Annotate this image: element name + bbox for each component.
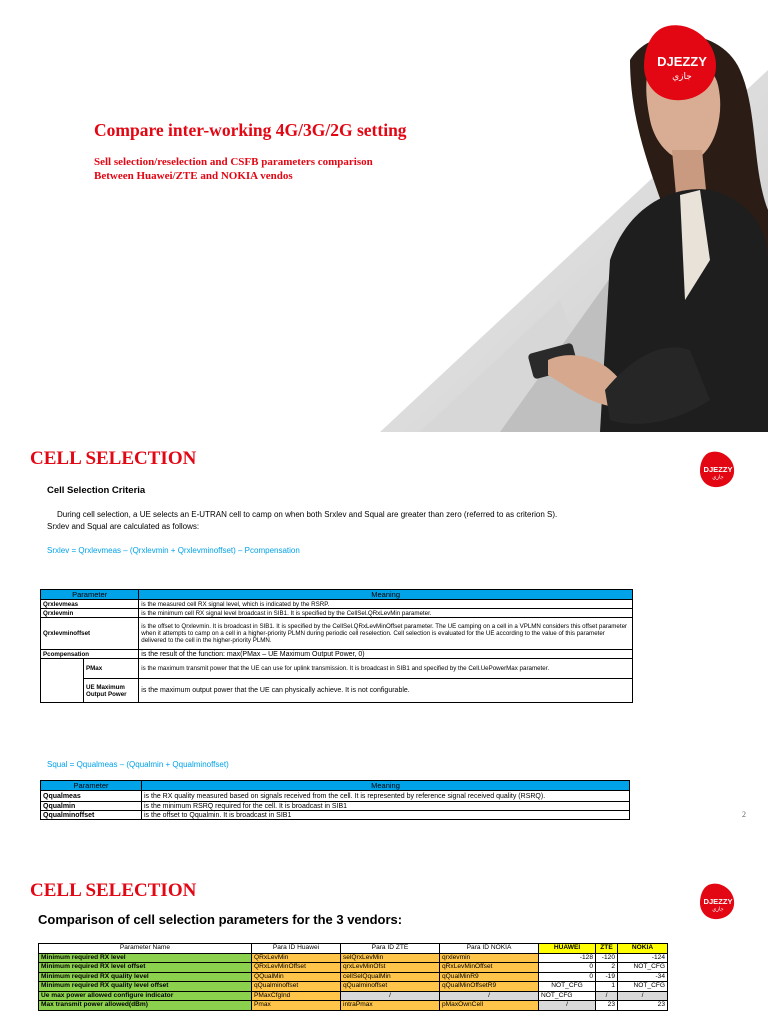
criteria-heading: Cell Selection Criteria <box>47 485 146 496</box>
presentation-subtitle <box>94 155 373 183</box>
huawei-id-cell: QRxLevMinOffset <box>252 963 341 973</box>
parameter-name-cell: Minimum required RX level <box>39 953 252 963</box>
header-zte-value: ZTE <box>596 944 618 954</box>
param-cell: Qqualmeas <box>41 791 142 802</box>
huawei-id-cell: Pmax <box>252 1001 341 1011</box>
nokia-id-cell: qQualMinOffsetR9 <box>440 982 539 992</box>
meaning-cell: is the offset to Qqualmin. It is broadcast in SIB1 <box>142 811 630 820</box>
nokia-value-cell: NOT_CFG <box>618 963 668 973</box>
zte-id-cell: cellSelQqualMin <box>341 972 440 982</box>
table-row <box>39 991 668 1001</box>
table-row <box>41 650 633 659</box>
header-nokia-id: Para ID NOKIA <box>440 944 539 954</box>
subtitle-line-2: Between Huawei/ZTE and NOKIA vendos <box>94 170 293 182</box>
table-header-row <box>39 944 668 954</box>
header-meaning: Meaning <box>139 590 633 600</box>
table-row <box>41 659 633 679</box>
page-number: 2 <box>742 810 746 819</box>
nokia-id-cell: qQualMinR9 <box>440 972 539 982</box>
nokia-id-cell: / <box>440 991 539 1001</box>
huawei-value-cell: 0 <box>539 972 596 982</box>
logo-wordmark: DJEZZY <box>703 464 733 474</box>
indent-cell <box>41 659 84 703</box>
table-row <box>41 811 630 820</box>
table-row <box>39 953 668 963</box>
huawei-id-cell: QQualMin <box>252 972 341 982</box>
meaning-cell: is the maximum output power that the UE can physically achieve. It is not configurable. <box>139 679 633 703</box>
huawei-value-cell: -128 <box>539 953 596 963</box>
parameter-name-cell: Minimum required RX quality level offset <box>39 982 252 992</box>
huawei-value-cell: NOT_CFG <box>539 982 596 992</box>
meaning-cell: is the offset to Qrxlevmin. It is broadcast in SIB1. It is specified by the CellSel.QRxLevMinOffset parameter. The UE camping on a cell in a VPLMN considers this offset parameter when it attempts to camp on a cell in a higher-priority PLMN during periodic cell reselection. Cell selection is evaluated for the UE according to the value of this parameter delivered to the cell in the higher-priority PLMN. <box>139 618 633 650</box>
paragraph-line-2: Srxlev and Squal are calculated as follows: <box>47 522 200 531</box>
table-header-row <box>41 781 630 791</box>
parameter-name-cell: Ue max power allowed configure indicator <box>39 991 252 1001</box>
nokia-value-cell: -34 <box>618 972 668 982</box>
param-cell: Qrxlevmin <box>41 609 139 618</box>
parameter-name-cell: Minimum required RX level offset <box>39 963 252 973</box>
huawei-id-cell: QRxLevMin <box>252 953 341 963</box>
meaning-cell: is the result of the function: max(PMax – UE Maximum Output Power, 0) <box>139 650 633 659</box>
table-row <box>39 1001 668 1011</box>
djezzy-logo <box>700 882 736 920</box>
zte-value-cell: 2 <box>596 963 618 973</box>
slide-title: CELL SELECTION <box>30 880 197 901</box>
param-cell: Qqualmin <box>41 802 142 811</box>
parameter-name-cell: Max transmit power allowed(dBm) <box>39 1001 252 1011</box>
table-row <box>41 618 633 650</box>
huawei-id-cell: qQualminoffset <box>252 982 341 992</box>
meaning-cell: is the minimum RSRQ required for the cell. It is broadcast in SIB1 <box>142 802 630 811</box>
nokia-id-cell: pMaxOwnCell <box>440 1001 539 1011</box>
huawei-value-cell: 0 <box>539 963 596 973</box>
param-cell: Qrxlevmeas <box>41 600 139 609</box>
meaning-cell: is the measured cell RX signal level, which is indicated by the RSRP. <box>139 600 633 609</box>
vendor-comparison-slide <box>0 852 768 1024</box>
table-header-row <box>41 590 633 600</box>
meaning-cell: is the minimum cell RX signal level broadcast in SIB1. It is specified by the CellSel.QRxLevMin parameter. <box>139 609 633 618</box>
presentation-title: Compare inter-working 4G/3G/2G setting <box>94 120 407 140</box>
djezzy-logo <box>644 22 720 102</box>
squal-parameter-table <box>40 780 630 820</box>
table-row <box>41 679 633 703</box>
zte-value-cell: 1 <box>596 982 618 992</box>
logo-wordmark: DJEZZY <box>703 896 733 906</box>
title-slide <box>0 0 768 432</box>
nokia-id-cell: qRxLevMinOffset <box>440 963 539 973</box>
param-cell: PMax <box>84 659 139 679</box>
table-row <box>41 600 633 609</box>
cell-selection-slide <box>0 432 768 852</box>
huawei-value-cell: / <box>539 1001 596 1011</box>
header-meaning: Meaning <box>142 781 630 791</box>
nokia-value-cell: / <box>618 991 668 1001</box>
param-cell: Qqualminoffset <box>41 811 142 820</box>
table-row <box>41 802 630 811</box>
table-row <box>41 791 630 802</box>
meaning-cell: is the maximum transmit power that the UE can use for uplink transmission. It is broadcast in SIB1 and specified by the Cell.UePowerMax parameter. <box>139 659 633 679</box>
header-parameter: Parameter <box>41 590 139 600</box>
zte-id-cell: intraPmax <box>341 1001 440 1011</box>
djezzy-logo <box>700 450 736 488</box>
header-parameter-name: Parameter Name <box>39 944 252 954</box>
param-cell: Qrxlevminoffset <box>41 618 139 650</box>
nokia-value-cell: -124 <box>618 953 668 963</box>
zte-value-cell: -19 <box>596 972 618 982</box>
logo-arabic: جازي <box>712 474 724 481</box>
parameter-name-cell: Minimum required RX quality level <box>39 972 252 982</box>
zte-value-cell: 23 <box>596 1001 618 1011</box>
table-row <box>41 609 633 618</box>
logo-arabic: جازي <box>712 906 724 913</box>
srxlev-formula: Srxlev = Qrxlevmeas – (Qrxlevmin + Qrxlevminoffset) – Pcompensation <box>47 546 300 555</box>
slide-title: CELL SELECTION <box>30 448 197 469</box>
nokia-value-cell: 23 <box>618 1001 668 1011</box>
zte-value-cell: -120 <box>596 953 618 963</box>
param-cell: Pcompensation <box>41 650 139 659</box>
header-huawei-id: Para ID Huawei <box>252 944 341 954</box>
huawei-value-cell: NOT_CFG <box>539 991 596 1001</box>
logo-wordmark: DJEZZY <box>657 54 707 69</box>
vendor-comparison-table <box>38 943 668 1011</box>
zte-id-cell: / <box>341 991 440 1001</box>
header-zte-id: Para ID ZTE <box>341 944 440 954</box>
meaning-cell: is the RX quality measured based on signals received from the cell. It is represented by reference signal received quality (RSRQ). <box>142 791 630 802</box>
header-parameter: Parameter <box>41 781 142 791</box>
squal-formula: Squal = Qqualmeas – (Qqualmin + Qqualminoffset) <box>47 760 229 769</box>
subtitle-line-1: Sell selection/reselection and CSFB parameters comparison <box>94 156 373 168</box>
header-huawei-value: HUAWEI <box>539 944 596 954</box>
zte-id-cell: selQrxLevMin <box>341 953 440 963</box>
srxlev-parameter-table <box>40 589 633 703</box>
zte-id-cell: qrxLevMinOfst <box>341 963 440 973</box>
table-row <box>39 963 668 973</box>
table-row <box>39 982 668 992</box>
paragraph-line-1: During cell selection, a UE selects an E-UTRAN cell to camp on when both Srxlev and Squal are greater than zero (referred to as criterion S). <box>57 510 558 519</box>
logo-arabic: جازي <box>672 72 692 82</box>
zte-value-cell: / <box>596 991 618 1001</box>
header-nokia-value: NOKIA <box>618 944 668 954</box>
comparison-heading: Comparison of cell selection parameters for the 3 vendors: <box>38 912 403 927</box>
criteria-paragraph <box>47 509 647 533</box>
nokia-value-cell: NOT_CFG <box>618 982 668 992</box>
param-cell: UE Maximum Output Power <box>84 679 139 703</box>
huawei-id-cell: PMaxCfgInd <box>252 991 341 1001</box>
nokia-id-cell: qrxlevmin <box>440 953 539 963</box>
zte-id-cell: qQualminoffset <box>341 982 440 992</box>
table-row <box>39 972 668 982</box>
